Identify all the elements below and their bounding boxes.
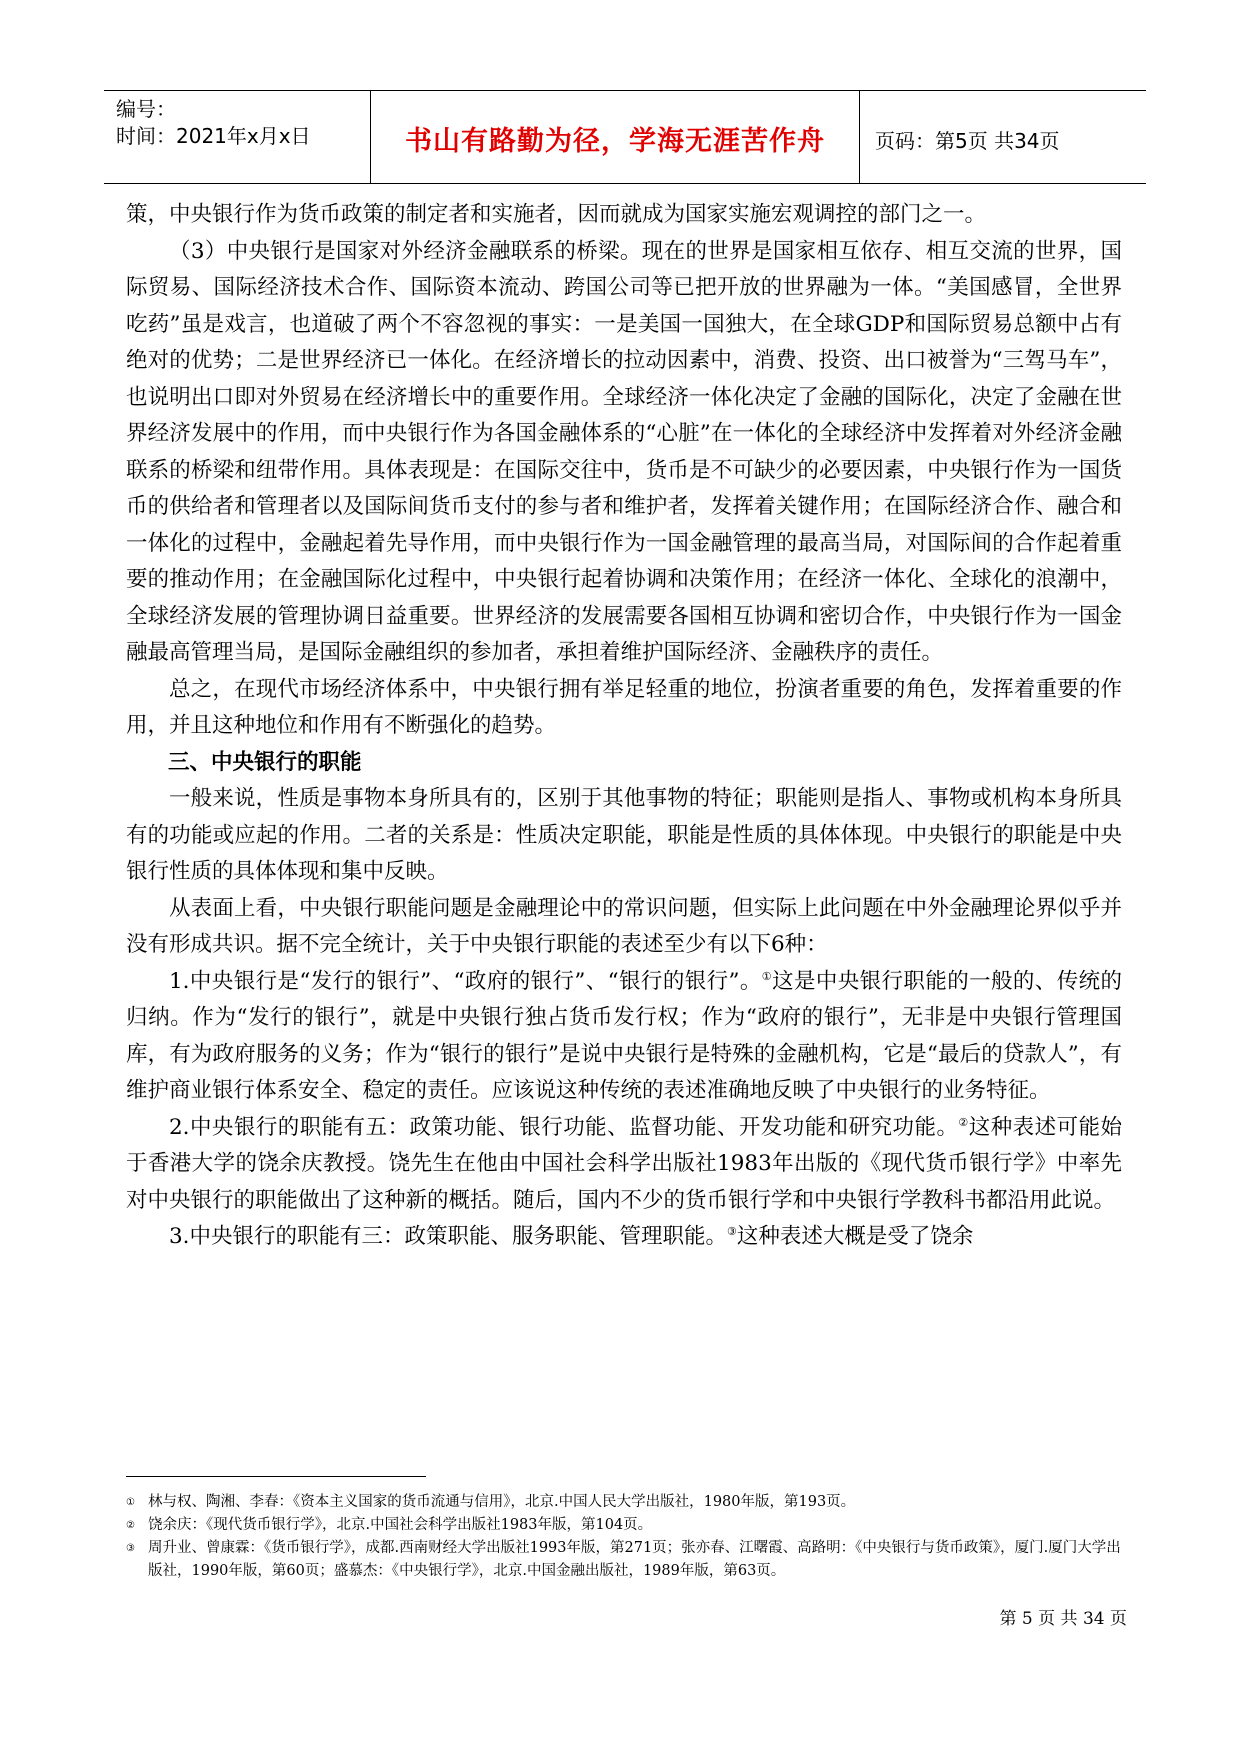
paragraph-bridge-role: （3）中央银行是国家对外经济金融联系的桥梁。现在的世界是国家相互依存、相互交流的世界，国际贸易、国际经济技术合作、国际资本流动、跨国公司等已把开放的世界融为一体。“美国感冒，全世界吃药”虽是戏言，也道破了两个不容忽视的事实：一是美国一国独大，在全球GDP和国际贸易总额中占有绝对的优势；二是世界经济已一体化。在经济增长的拉动因素中，消费、投资、出口被誉为“三驾马车”，也说明出口即对外贸易在经济增长中的重要作用。全球经济一体化决定了金融的国际化，决定了金融在世界经济发展中的作用，而中央银行作为各国金融体系的“心脏”在一体化的全球经济中发挥着对外经济金融联系的桥梁和纽带作用。具体表现是：在国际交往中，货币是不可缺少的必要因素，中央银行作为一国货币的供给者和管理者以及国际间货币支付的参与者和维护者，发挥着关键作用；在国际经济合作、融合和一体化的过程中，金融起着先导作用，而中央银行作为一国金融管理的最高当局，对国际间的合作起着重要的推动作用；在金融国际化过程中，中央银行起着协调和决策作用；在经济一体化、全球化的浪潮中，全球经济发展的管理协调日益重要。世界经济的发展需要各国相互协调和密切合作，中央银行作为一国金融最高管理当局，是国际金融组织的参加者，承担着维护国际经济、金融秩序的责任。 bbox=[126, 238, 1122, 665]
header-motto-cell bbox=[370, 91, 860, 183]
footnote-3: ③ 周升业、曾康霖：《货币银行学》，成都.西南财经大学出版社1993年版，第271页；张亦春、江曙霞、高路明：《中央银行与货币政策》，厦门.厦门大学出版社，1990年版，第60页；盛慕杰：《中央银行学》，北京.中国金融出版社，1989年版，第63页。 bbox=[126, 1540, 1121, 1579]
section-heading: 三、中央银行的职能 bbox=[168, 749, 362, 775]
page-footer-number: 第 5 页 共 34 页 bbox=[999, 1609, 1127, 1629]
footnote-ref-1[interactable]: ① bbox=[761, 969, 773, 983]
paragraph-nature-function: 一般来说，性质是事物本身所具有的，区别于其他事物的特征；职能则是指人、事物或机构本身所具有的功能或应起的作用。二者的关系是：性质决定职能，职能是性质的具体体现。中央银行的职能是中央银行性质的具体体现和集中反映。 bbox=[126, 786, 1122, 884]
footnote-1: ① 林与权、陶湘、李春：《资本主义国家的货币流通与信用》，北京.中国人民大学出版社，1980年版，第193页。 bbox=[126, 1494, 856, 1510]
footnote-2: ② 饶余庆：《现代货币银行学》，北京.中国社会科学出版社1983年版，第104页。 bbox=[126, 1517, 653, 1533]
header-motto: 书山有路勤为径，学海无涯苦作舟 bbox=[405, 126, 825, 157]
document-body bbox=[126, 197, 1122, 1256]
header-page-number: 页码：第5页 共34页 bbox=[875, 129, 1060, 153]
list-item-view-1: 1.中央银行是“发行的银行”、“政府的银行”、“银行的银行”。①这是中央银行职能的一般的、传统的归纳。作为“发行的银行”，就是中央银行独占货币发行权；作为“政府的银行”，无非是中央银行管理国库，有为政府服务的义务；作为“银行的银行”是说中央银行是特殊的金融机构，它是“最后的贷款人”，有维护商业银行体系安全、稳定的责任。应该说这种传统的表述准确地反映了中央银行的业务特征。 bbox=[126, 968, 1122, 1103]
document-time-label: 时间：2021年x月x日 bbox=[116, 124, 311, 148]
footnote-ref-3[interactable]: ③ bbox=[727, 1224, 737, 1238]
paragraph-continuation: 策，中央银行作为货币政策的制定者和实施者，因而就成为国家实施宏观调控的部门之一。 bbox=[126, 202, 987, 227]
document-code-label: 编号： bbox=[116, 97, 176, 121]
list-item-view-3: 3.中央银行的职能有三：政策职能、服务职能、管理职能。③这种表述大概是受了饶余 bbox=[169, 1224, 974, 1249]
paragraph-summary: 总之，在现代市场经济体系中，中央银行拥有举足轻重的地位，扮演者重要的角色，发挥着重要的作用，并且这种地位和作用有不断强化的趋势。 bbox=[126, 676, 1122, 738]
footnotes bbox=[126, 1491, 1122, 1583]
footnote-ref-2[interactable]: ② bbox=[958, 1115, 969, 1129]
header-page-cell bbox=[861, 91, 1146, 183]
footnote-divider bbox=[126, 1476, 426, 1477]
paragraph-six-views: 从表面上看，中央银行职能问题是金融理论中的常识问题，但实际上此问题在中外金融理论界似乎并没有形成共识。据不完全统计，关于中央银行职能的表述至少有以下6种： bbox=[126, 895, 1122, 957]
page-header bbox=[104, 90, 1146, 184]
header-info-cell bbox=[104, 91, 368, 183]
list-item-view-2: 2.中央银行的职能有五：政策功能、银行功能、监督功能、开发功能和研究功能。②这种表述可能始于香港大学的饶余庆教授。饶先生在他由中国社会科学出版社1983年出版的《现代货币银行学》中率先对中央银行的职能做出了这种新的概括。随后，国内不少的货币银行学和中央银行学教科书都沿用此说。 bbox=[126, 1114, 1122, 1213]
